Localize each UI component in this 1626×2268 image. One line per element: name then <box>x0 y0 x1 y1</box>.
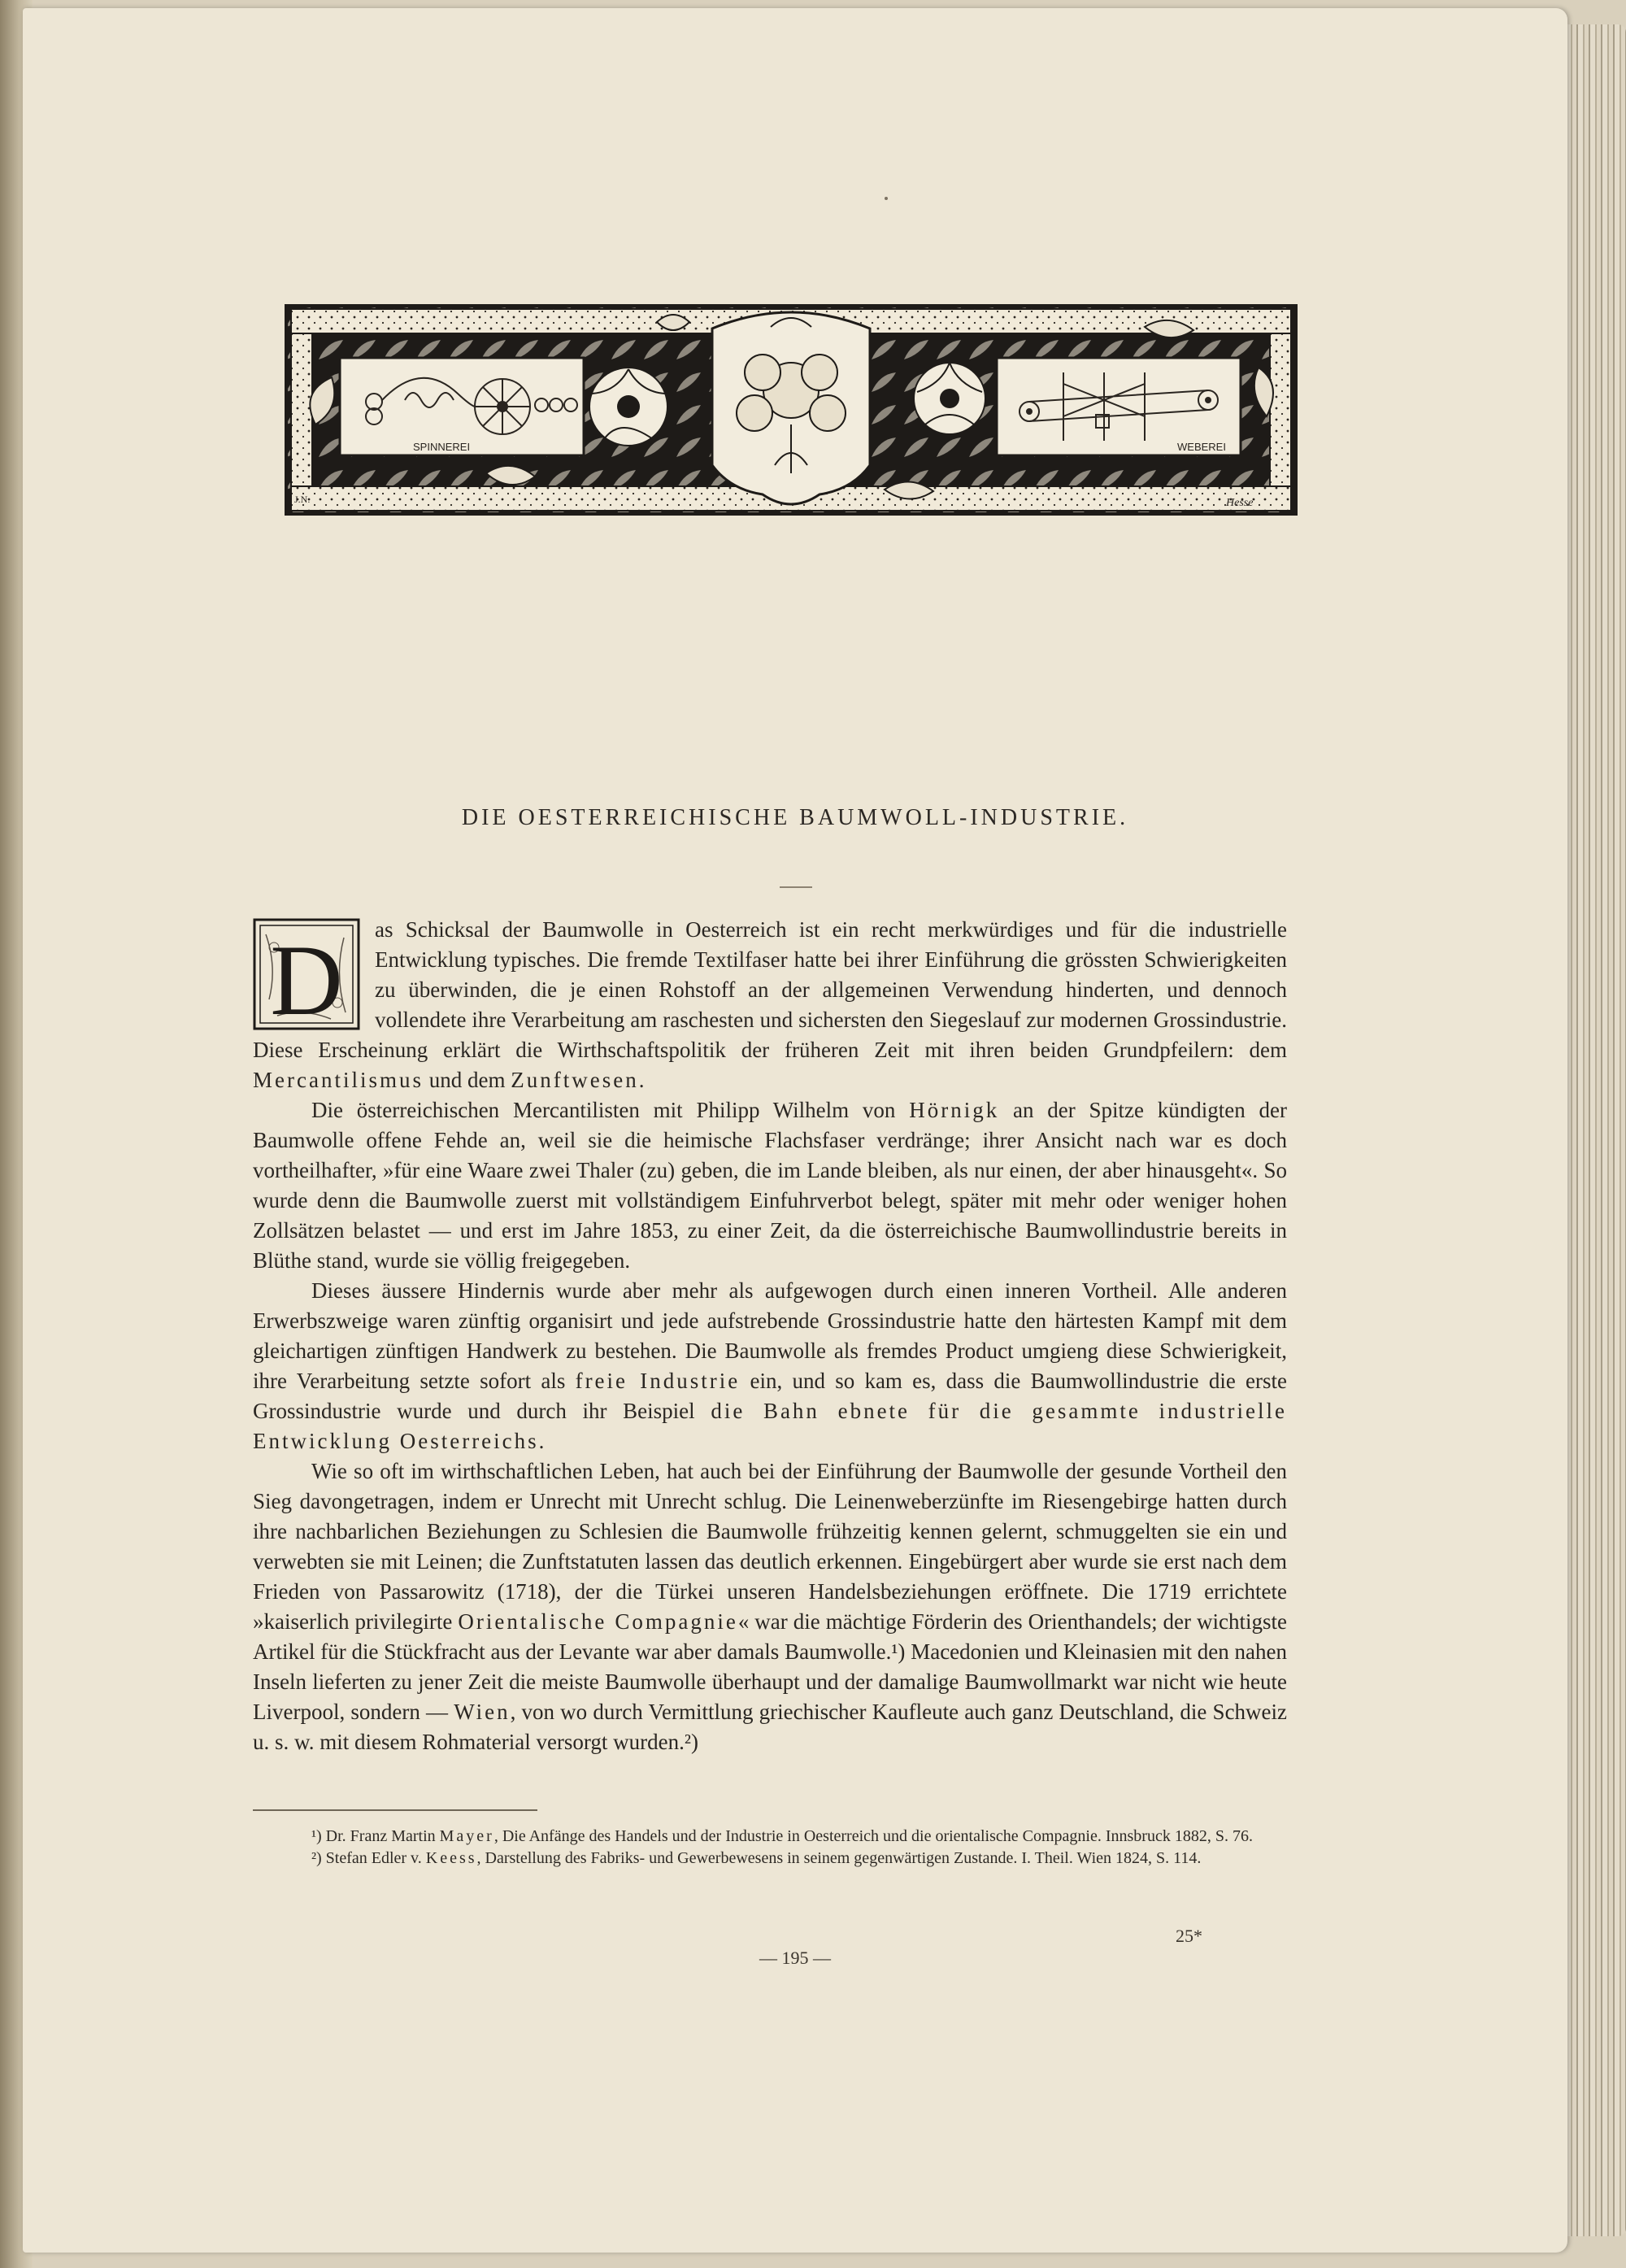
emphasis-zunftwesen: Zunftwesen <box>511 1068 639 1092</box>
footnote-ref-2[interactable]: ²) <box>684 1730 698 1754</box>
emphasis-bahn-ebnete: die Bahn ebnete für die gesammte industrielle Entwicklung Oesterreichs <box>253 1399 1288 1453</box>
dropcap-letter: D <box>270 925 343 1030</box>
footnote-2-mark: ²) <box>311 1849 322 1867</box>
title-divider <box>780 886 812 888</box>
paragraph-1-connector: und dem <box>428 1068 506 1092</box>
footnote-1-text-b: , Die Anfänge des Handels und der Industrie in Oesterreich und die orientalische Compagnie. Innsbruck 1882, S. 76. <box>493 1827 1253 1845</box>
paragraph-2 <box>253 1095 1287 1276</box>
artist-signature: Hesse <box>1226 497 1254 509</box>
emphasis-freie-industrie: freie Industrie <box>575 1369 741 1393</box>
page-edges <box>1566 24 1626 2236</box>
emphasis-wien: Wien <box>454 1700 511 1724</box>
paragraph-1 <box>253 915 1287 1095</box>
paragraph-2-text-a: Die österreichischen Mercantilisten mit Philipp Wilhelm von <box>311 1098 896 1122</box>
footnote-2-text-a: Stefan Edler v. <box>325 1849 422 1867</box>
footnote-2-text-b: , Darstellung des Fabriks- und Gewerbewesens in seinem gegenwärtigen Zustande. I. Theil. Wien 1824, S. 114. <box>476 1849 1202 1867</box>
footnote-divider <box>253 1809 537 1811</box>
paragraph-4 <box>253 1456 1287 1757</box>
flower-right <box>914 363 985 434</box>
footnote-2-author: Keess <box>425 1849 477 1867</box>
footnote-ref-1[interactable]: ¹) <box>891 1639 906 1664</box>
paragraph-3-text-b: ein, und so kam es, dass die Baumwollindustrie die erste Grossindustrie wurde und durch ihr Beispiel <box>253 1369 1288 1423</box>
emphasis-orientalische-compagnie: Orientalische Compagnie <box>458 1609 738 1634</box>
ornamental-initial <box>253 918 360 1030</box>
emphasis-hoernigk: Hörnigk <box>909 1098 1000 1122</box>
paragraph-4-text-a: Wie so oft im wirthschaftlichen Leben, hat auch bei der Einführung der Baumwolle der gesunde Vortheil den Sieg davongetragen, indem er Unrecht mit Unrecht schlug. Die Leinenweberzünfte im Riesengebirge hatten durch ihre nachbarlichen Beziehungen zu Schlesien die Baumwolle frühzeitig kennen gelernt, schmuggelten sie ein und verwebten sie mit Leinen; die Zunftstatuten lassen das deutlich erkennen. Eingebürgert aber wurde sie erst nach dem Frieden von Passarowitz (1718), der die Türkei unseren Handelsbeziehungen eröffnete. Die 1719 errichtete »kaiserlich privilegirte <box>253 1459 1287 1634</box>
footnotes <box>253 1826 1287 1870</box>
emphasis-mercantilismus: Mercantilismus <box>253 1068 424 1092</box>
central-cotton-cartouche <box>712 312 870 504</box>
page-number: — 195 — <box>759 1948 831 1968</box>
ink-speck <box>885 197 888 200</box>
paragraph-4-text-b: « war die mächtige Förderin des Orienthandels; der wichtigste Artikel für die Stückfracht aus der Levante war aber damals Baumwolle. <box>253 1609 1287 1664</box>
footnote-1-author: Mayer <box>439 1827 494 1845</box>
paragraph-2-text-b: an der Spitze kündigten der Baumwolle offene Fehde an, weil sie die heimische Flachsfaser verdränge; ihrer Ansicht nach war es doch vortheilhafter, »für eine Waare zwei Thaler (zu) geben, die im Lande bleiben, als nur einen, der aber hinausgeht«. So wurde denn die Baumwolle zuerst mit vollständigem Einfuhrverbot belegt, später mit mehr oder weniger hohen Zollsätzen belastet — und erst im Jahre 1853, zu einer Zeit, da die österreichische Baumwollindustrie bereits in Blüthe stand, wurde sie völlig freigegeben. <box>253 1098 1288 1273</box>
footnote-2 <box>253 1848 1287 1870</box>
book-page <box>23 8 1567 2253</box>
footnote-1 <box>253 1826 1287 1848</box>
paragraph-1-text: as Schicksal der Baumwolle in Oesterreich ist ein recht merkwürdiges und für die industrielle Entwicklung typisches. Die fremde Textilfaser hatte bei ihrer Einführung die grössten Schwierigkeiten zu überwinden, die je einen Rohstoff an der allgemeinen Verwendung hinderten, und dennoch vollendete ihre Verarbeitung am raschesten und sichersten den Siegeslauf zur modernen Grossindustrie. Diese Erscheinung erklärt die Wirthschaftspolitik der früheren Zeit mit ihren beiden Grundpfeilern: dem <box>253 917 1287 1062</box>
printer-signature-mark: 25* <box>1176 1926 1202 1946</box>
article-body <box>253 915 1287 1757</box>
header-ornament <box>283 303 1299 517</box>
paragraph-4-text-d: , von wo durch Vermittlung griechischer Kaufleute auch ganz Deutschland, die Schweiz u. s. w. mit diesem Rohmaterial versorgt wurden. <box>253 1700 1288 1754</box>
artist-monogram: J.N. <box>294 494 311 505</box>
footnote-1-mark: ¹) <box>311 1827 322 1845</box>
weberei-label: WEBEREI <box>1177 441 1226 453</box>
paragraph-3 <box>253 1276 1287 1456</box>
paragraph-4-text-c: Macedonien und Kleinasien mit den nahen Inseln lieferten zu jener Zeit die meiste Baumwolle überhaupt und der damalige Baumwollmarkt war nicht wie heute Liverpool, sondern — <box>253 1639 1287 1724</box>
paragraph-1-end: . <box>638 1068 645 1092</box>
spinnerei-label: SPINNEREI <box>413 441 471 453</box>
flower-left <box>589 368 667 446</box>
paragraph-3-end: . <box>538 1429 545 1453</box>
paragraph-3-text-a: Dieses äussere Hindernis wurde aber mehr als aufgewogen durch einen inneren Vortheil. Alle anderen Erwerbszweige waren zünftig organisirt und jede aufstrebende Grossindustrie hatte den härtesten Kampf mit dem gleichartigen zünftigen Handwerk zu bestehen. Die Baumwolle als fremdes Product umgieng diese Schwierigkeit, ihre Verarbeitung setzte sofort als <box>253 1278 1287 1393</box>
footnote-1-text-a: Dr. Franz Martin <box>325 1827 436 1845</box>
article-title: DIE OESTERREICHISCHE BAUMWOLL-INDUSTRIE. <box>461 805 1129 830</box>
